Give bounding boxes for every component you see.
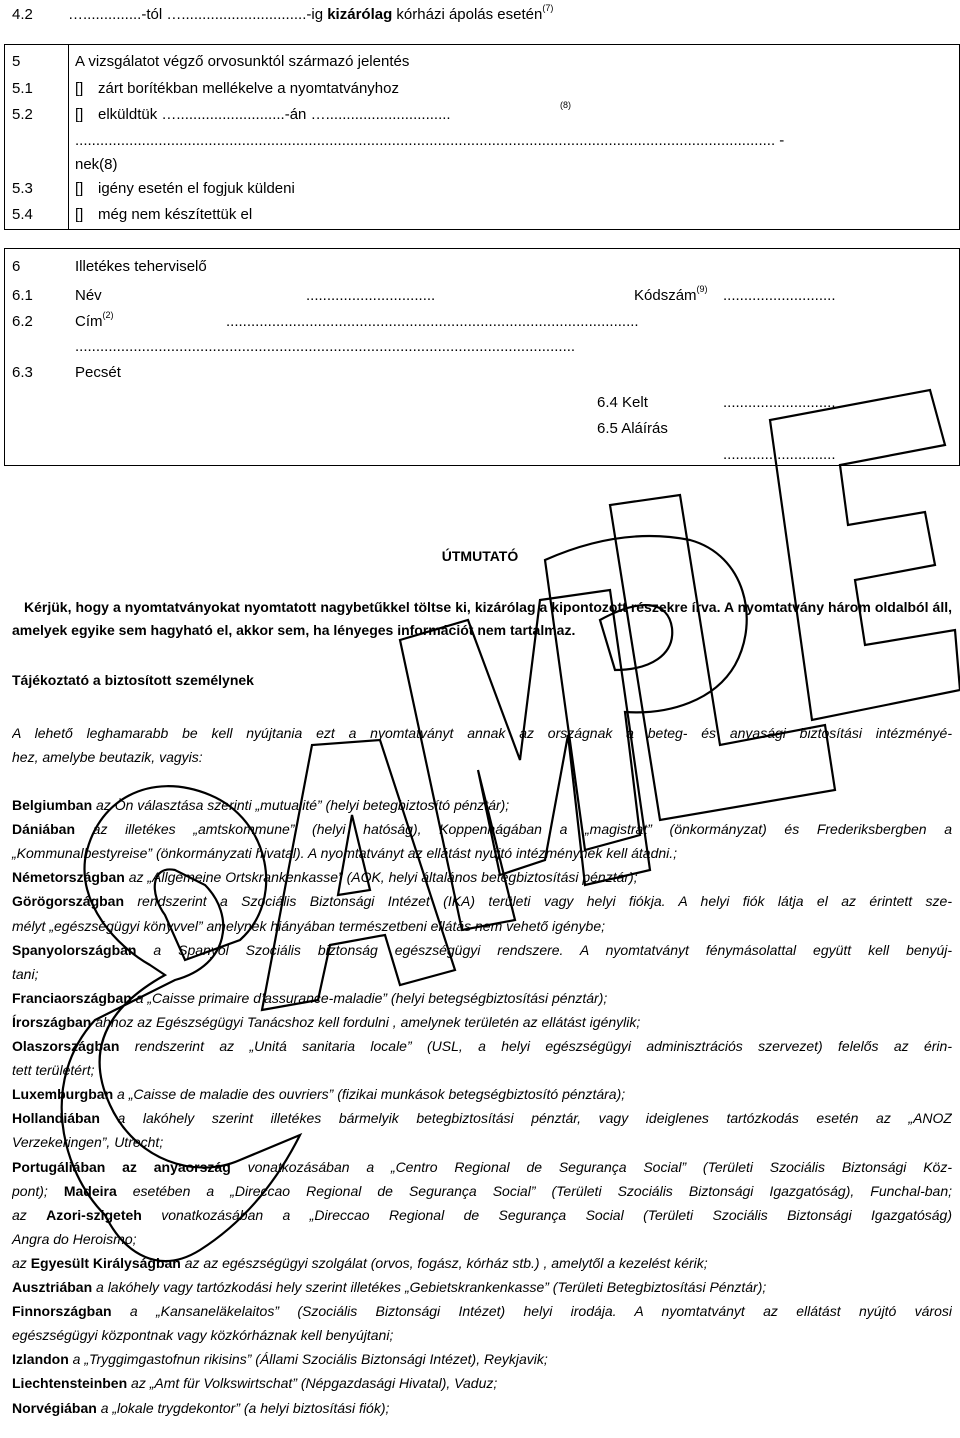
country-line [12,966,38,982]
section-6-box [4,248,960,466]
country-text: Verzekeringen”, Utrecht; [12,1134,164,1151]
country-line [12,918,605,934]
item-5-4-number: 5.4 [12,206,33,223]
country-name: Ausztriában [12,1279,93,1295]
date-field[interactable]: ........................... [723,394,836,411]
item-5-1-number: 5.1 [12,80,33,97]
item-5-4-checkbox[interactable]: [] [75,206,84,223]
country-name: Norvégiában [12,1399,97,1416]
country-text: „Kommunalbestyreise” (önkormányzati hivatal). A nyomtatványt az ellátást nyújtó intézménynek kell átadni.; [12,845,678,862]
country-name: Liechtensteinben [12,1375,128,1392]
country-name: Portugáliában az anyaország [12,1158,231,1175]
country-name: Izlandon [12,1351,69,1368]
item-5-4-label: még nem készítettük el [98,206,253,223]
country-text: tani; [12,965,39,982]
country-line [12,1110,952,1130]
code-field[interactable]: ........................... [723,287,836,304]
country-name: Madeira [63,1182,117,1199]
watermark-letter-l [610,495,835,820]
country-text: tett területért; [12,1062,95,1079]
country-line [12,1086,625,1102]
country-name: Dániában [12,821,76,838]
country-text: a „lokale trygdekontor” (a helyi biztosítási fiók); [96,1399,390,1416]
country-line [12,821,952,841]
country-line [12,1327,393,1343]
country-text: Angra do Heroismo; [12,1230,137,1247]
item-5-2-label: elküldtük …..........................-án ….............................. [98,106,451,123]
country-text: mélyt „egészségügyi könyvvel” amelynek hiányában természetbeni ellátás nem vehető igénybe; [12,917,605,934]
country-line [12,1303,952,1323]
country-line [12,1400,389,1416]
country-line [12,845,677,861]
item-6-1-number: 6.1 [12,287,33,304]
country-text: esetében a „Direccao Regional de Segurança Social” (Területi Szociális Biztonsági Igazgatóság), Funchal-ban; [116,1182,952,1199]
country-text: vonatkozásában a „Direccao Regional de Segurança Social (Területi Szociális Biztonsági Igazgatóság) [141,1206,952,1223]
country-line [12,1062,94,1078]
item-5-1-checkbox[interactable]: [] [75,80,84,97]
country-line [12,942,952,962]
item-6-3-number: 6.3 [12,364,33,381]
footnote-ref: (7) [542,3,554,13]
info-paragraph-line1: A lehető leghamarabb be kell nyújtania ezt a nyomtatványt annak az országnak a beteg- és anyasági biztosítási intézményé- [12,725,952,741]
guide-intro: Kérjük, hogy a nyomtatványokat nyomtatott nagybetűkkel töltse ki, kizárólag a kipontozott részekre írva. A nyomtatvány három oldalból áll, amelyek egyike sem hagyható el, akkor sem, ha lényeges információt nem tartalmaz. [12,599,952,638]
watermark-letter-p [545,536,747,850]
address-field-line2[interactable]: ........................................................................................................................ [75,338,576,355]
country-line [12,990,607,1006]
country-line [12,797,509,813]
address-field[interactable]: ................................................................................................... [226,313,639,330]
country-name: Görögországban [12,893,125,910]
section-5-title: A vizsgálatot végző orvosunktól származó jelentés [75,53,410,70]
country-name: Belgiumban [12,797,93,813]
address-label: Cím$^{(2)}$ [75,310,114,330]
item-5-1-label: zárt borítékban mellékelve a nyomtatványhoz [98,80,399,97]
country-name: Olaszországban [12,1038,120,1054]
country-line [12,1255,708,1271]
country-text: az „Amt für Volkswirtschat” (Népgazdasági Hivatal), Vaduz; [127,1375,498,1392]
country-line [12,869,638,885]
signature-label: 6.5 Aláírás [597,420,668,437]
item-5-3-number: 5.3 [12,180,33,197]
country-name: Azori-szigeteh [46,1206,142,1223]
item-5-2-suffix: nek(8) [75,156,118,173]
code-label: Kódszám$^{(9)}$ [634,284,708,304]
country-text: a „Tryggimgastofnun rikisins” (Állami Szociális Biztonsági Intézet), Reykjavik; [68,1351,548,1368]
country-line [12,1038,952,1058]
country-line [12,1183,952,1203]
country-text: a „Caisse de maladie des ouvriers” (fizikai munkások betegségbiztosító pénztára); [113,1086,626,1103]
country-name: Luxemburgban [12,1086,114,1103]
country-text: a lakóhely szerint illetékes bármelyik betegbiztosítási pénztár, vagy ideiglenes tartózkodás esetén az „ANOZ [99,1110,952,1127]
country-text: ahhoz az Egészségügyi Tanácshoz kell fordulni , amelynek területén az ellátást igénylik; [91,1013,641,1030]
country-name: Németországban [12,869,125,886]
item-5-2-dots: ........................................................................................................................................................................ - [75,132,785,149]
country-line [12,1207,952,1227]
country-name: Finnországban [12,1303,112,1320]
info-paragraph-line2: hez, amelybe beutazik, vagyis: [12,749,203,765]
section-number: 4.2 [12,6,33,23]
item-5-2-number: 5.2 [12,106,33,123]
country-line [12,893,952,913]
country-name: Spanyolországban [12,941,137,958]
guide-title: ÚTMUTATÓ [441,548,519,564]
country-text: egészségügyi központnak vagy közkórháznak kell benyújtani; [12,1327,394,1344]
country-name: Egyesült Királyságban [30,1254,181,1271]
name-label: Név [75,287,102,304]
section-6-title: Illetékes teherviselő [75,258,207,275]
country-text: az „Allgemeine Ortskrankenkasse” (AOK, helyi általános betegbiztosítási pénztár); [124,869,638,886]
section-4-2 [12,3,554,23]
info-title: Tájékoztató a biztosított személynek [12,672,254,688]
country-text: pont); [12,1182,64,1199]
country-line [12,1375,497,1391]
item-5-3-checkbox[interactable]: [] [75,180,84,197]
signature-field[interactable]: ........................... [723,446,836,463]
section-5-divider [68,44,69,230]
country-text: rendszerint az „Unitá sanitaria locale” (USL, a helyi egészségügyi adminisztrációs szervezet) felelős az érin- [119,1038,952,1054]
date-range-text: …..............-tól …..............................-ig [68,6,328,23]
country-text: a „Caisse primaire d’assurance-maladie” (helyi betegségbiztosítási pénztár); [131,989,608,1006]
country-line [12,1134,163,1150]
country-text: a „Kansaneläkelaitos” (Szociális Biztonsági Intézet) helyi irodája. A nyomtatványt az ellátást nyújtó városi [111,1303,952,1320]
section-5-number: 5 [12,53,21,70]
item-5-3-label: igény esetén el fogjuk küldeni [98,180,295,197]
country-text: a Spanyol Szociális biztonság egészségügyi rendszere. A nyomtatványt fénymásolattal együtt kell benyúj- [136,941,952,958]
country-line [12,1351,548,1367]
country-name: Írországban [12,1013,92,1030]
country-line [12,1231,137,1247]
country-text: az [12,1254,31,1271]
country-text: rendszerint a Szociális Biztonsági Intézet (IKA) területi vagy helyi fiókja. A helyi fiók látja el az érintett sze- [124,893,952,910]
country-line [12,1014,640,1030]
stamp-label: Pecsét [75,364,121,381]
name-field[interactable]: ............................... [306,287,436,304]
exclusive-word: kizárólag [327,6,393,23]
country-name: Franciaországban [12,989,132,1006]
country-text: a lakóhely vagy tartózkodási hely szerint illetékes „Gebietskrankenkasse” (Területi Betegbiztosítási Pénztár); [92,1279,767,1295]
section-6-number: 6 [12,258,21,275]
country-line [12,1159,952,1179]
footnote-ref-8: (8) [560,100,571,110]
date-label: 6.4 Kelt [597,394,648,411]
country-text: az az egészségügyi szolgálat (orvos, fogász, kórház stb.) , amelytől a kezelést kérik; [180,1254,708,1271]
item-6-2-number: 6.2 [12,313,33,330]
country-line [12,1279,766,1295]
country-text: vonatkozásában a „Centro Regional de Segurança Social” (Területi Szociális Biztonsági Köz- [230,1158,952,1175]
country-text: az Ön választása szerinti „mutualité” (helyi betegbiztosító pénztár); [92,797,510,813]
country-text: az illetékes „amtskommune” (helyi hatóság), Koppenhágában a „magistrat” (önkormányzat) és Frederiksbergben a [75,821,952,838]
country-name: Hollandiában [12,1110,100,1127]
item-5-2-checkbox[interactable]: [] [75,106,84,123]
hospital-text: kórházi ápolás esetén [392,6,543,23]
country-text: az [12,1206,47,1223]
